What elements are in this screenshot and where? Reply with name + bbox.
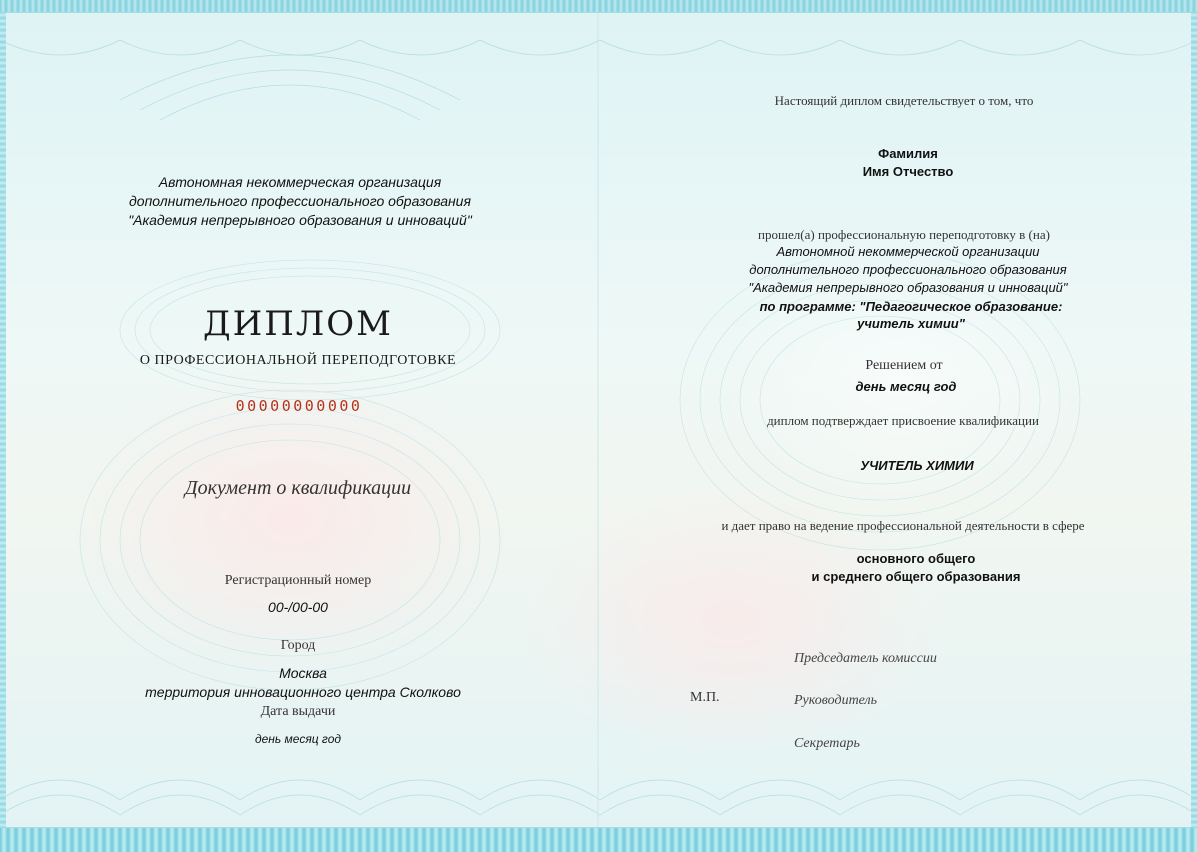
organization-line-3: "Академия непрерывного образования и инноваций" — [128, 212, 472, 228]
passed-retraining-text: прошел(а) профессиональную переподготовку в (на) — [758, 227, 1050, 242]
registration-number-value: 00-/00-00 — [268, 599, 328, 615]
professional-activity-text: и дает право на ведение профессиональной деятельности в сфере — [721, 518, 1085, 533]
activity-field-line-2: и среднего общего образования — [811, 569, 1021, 584]
program-line-2: учитель химии" — [857, 316, 965, 331]
org-line-3: "Академия непрерывного образования и инноваций" — [748, 280, 1068, 295]
issue-date-label: Дата выдачи — [260, 704, 336, 719]
qualification-confirm-text: диплом подтверждает присвоение квалификации — [767, 413, 1039, 428]
seal-place-label: М.П. — [690, 690, 720, 705]
graduate-surname: Фамилия — [878, 146, 938, 161]
secretary-label: Секретарь — [794, 736, 860, 751]
decision-label: Решением от — [865, 358, 943, 373]
program-line-1: по программе: "Педагогическое образование: — [759, 299, 1063, 314]
top-border-ornament — [0, 0, 1197, 13]
registration-number-label: Регистрационный номер — [224, 573, 372, 588]
city-value-line-1: Москва — [279, 665, 327, 681]
bottom-border-ornament — [0, 827, 1197, 852]
left-border-ornament — [0, 12, 6, 828]
graduate-name-patronymic: Имя Отчество — [862, 164, 954, 179]
diploma-title: ДИПЛОМ — [202, 304, 394, 344]
diploma-number: 00000000000 — [235, 397, 363, 415]
intro-text: Настоящий диплом свидетельствует о том, что — [774, 93, 1034, 108]
org-line-1: Автономной некоммерческой организации — [776, 244, 1040, 259]
issue-date-value: день месяц год — [254, 732, 342, 746]
qualification-value: УЧИТЕЛЬ ХИМИИ — [860, 458, 974, 473]
commission-chairman-label: Председатель комиссии — [794, 651, 937, 666]
city-label: Город — [280, 638, 316, 653]
org-line-2: дополнительного профессионального образования — [749, 262, 1067, 277]
diploma-subtitle: О ПРОФЕССИОНАЛЬНОЙ ПЕРЕПОДГОТОВКЕ — [139, 353, 457, 368]
right-border-ornament — [1191, 12, 1197, 828]
director-label: Руководитель — [794, 693, 878, 708]
organization-line-1: Автономная некоммерческая организация — [158, 174, 442, 190]
activity-field-line-1: основного общего — [856, 551, 976, 566]
city-value-line-2: территория инновационного центра Сколково — [145, 684, 461, 700]
document-kind: Документ о квалификации — [184, 477, 412, 499]
organization-line-2: дополнительного профессионального образования — [129, 193, 471, 209]
decision-date: день месяц год — [855, 379, 957, 394]
